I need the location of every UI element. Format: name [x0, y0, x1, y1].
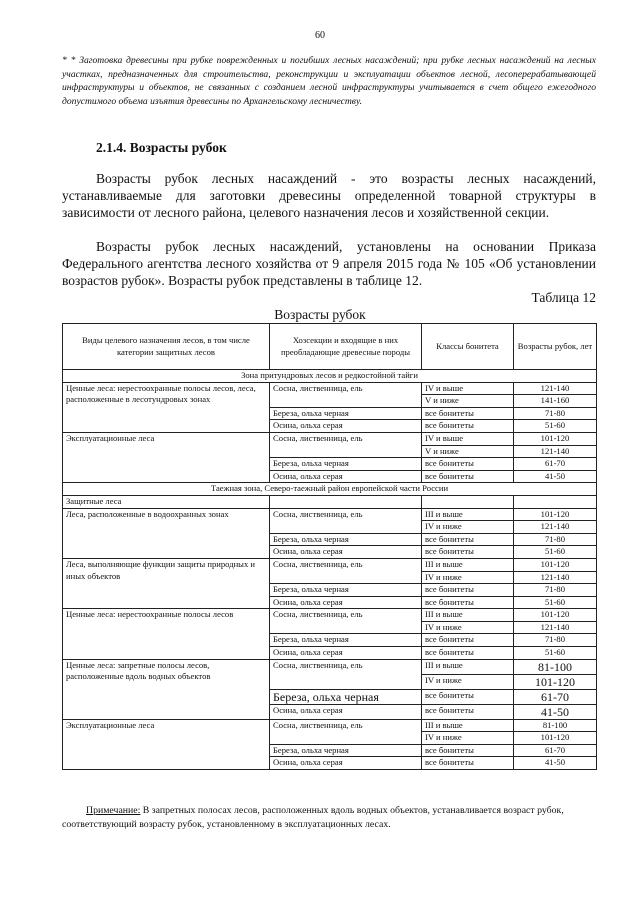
species-cell: Сосна, лиственница, ель: [270, 719, 422, 744]
bonitet-cell: III и выше: [422, 508, 514, 521]
subgroup-row: [63, 495, 597, 508]
zone-name: Зона притундровых лесов и редкостойной тайги: [63, 370, 597, 383]
age-cell: 121-140: [514, 445, 597, 458]
paragraph-1: Возрасты рубок лесных насаждений - это возрасты лесных насаждений, устанавливаемые для заготовки древесины определенной товарной структуры в зависимости от лесного района, целевого назначения лесов и хозяйственной секции.: [62, 171, 596, 220]
page-number: 60: [315, 30, 325, 41]
cutting-age-table: [62, 323, 597, 770]
species-cell: Осина, ольха серая: [270, 470, 422, 483]
bonitet-cell: III и выше: [422, 558, 514, 571]
bonitet-cell: все бонитеты: [422, 757, 514, 770]
table-row: [63, 558, 597, 571]
age-cell: 121-140: [514, 382, 597, 395]
species-cell: Осина, ольха серая: [270, 420, 422, 433]
age-cell: 141-160: [514, 395, 597, 408]
age-cell: 71-80: [514, 634, 597, 647]
table-row: [63, 432, 597, 445]
bonitet-cell: все бонитеты: [422, 634, 514, 647]
bonitet-cell: все бонитеты: [422, 546, 514, 559]
bonitet-cell: III и выше: [422, 719, 514, 732]
age-cell: 61-70: [514, 689, 597, 704]
species-cell: Береза, ольха черная: [270, 458, 422, 471]
bonitet-cell: IV и ниже: [422, 621, 514, 634]
subgroup-name: Защитные леса: [63, 495, 270, 508]
species-cell: Сосна, лиственница, ель: [270, 558, 422, 583]
bonitet-cell: все бонитеты: [422, 647, 514, 660]
forest-category: Леса, расположенные в водоохранных зонах: [63, 508, 270, 558]
species-cell: Осина, ольха серая: [270, 596, 422, 609]
bonitet-cell: все бонитеты: [422, 744, 514, 757]
age-cell: 71-80: [514, 533, 597, 546]
note-text: В запретных полосах лесов, расположенных вдоль водных объектов, устанавливается возраст рубок, соответствующий возрасту рубок, установленному в эксплуатационных лесах.: [62, 805, 564, 830]
header-forest-purpose: Виды целевого назначения лесов, в том числе категории защитных лесов: [63, 324, 270, 370]
table-header-row: [63, 324, 597, 370]
age-cell: 81-100: [514, 659, 597, 674]
bonitet-cell: IV и ниже: [422, 521, 514, 534]
table-label: Таблица 12: [531, 290, 596, 305]
footnote: * * Заготовка древесины при рубке поврежденных и погибших лесных насаждений; при рубке лесных насаждений на лесных участках, предназначенных для строительства, реконструкции и эксплуатации объектов лесной, лесоперерабатывающей инфраструктуры и объектов, не связанных с созданием лесной инфраструктуры учитывается в счет общего ежегодного допустимого объема изъятия древесины по Архангельскому лесничеству.: [62, 55, 596, 107]
age-cell: 41-50: [514, 757, 597, 770]
bonitet-cell: III и выше: [422, 659, 514, 674]
table-row: [63, 719, 597, 732]
forest-category: Ценные леса: нерестоохранные полосы лесов, леса, расположенные в лесотундровых зонах: [63, 382, 270, 432]
species-cell: Осина, ольха серая: [270, 546, 422, 559]
species-cell: Осина, ольха серая: [270, 704, 422, 719]
forest-category: Эксплуатационные леса: [63, 719, 270, 769]
bonitet-cell: IV и выше: [422, 382, 514, 395]
species-cell: Береза, ольха черная: [270, 407, 422, 420]
bonitet-cell: IV и выше: [422, 432, 514, 445]
age-cell: 51-60: [514, 546, 597, 559]
bonitet-cell: V и ниже: [422, 445, 514, 458]
age-cell: 121-140: [514, 621, 597, 634]
species-cell: Береза, ольха черная: [270, 533, 422, 546]
table-title: Возрасты рубок: [274, 307, 366, 322]
age-cell: 121-140: [514, 521, 597, 534]
bonitet-cell: все бонитеты: [422, 420, 514, 433]
age-cell: 71-80: [514, 407, 597, 420]
age-cell: 101-120: [514, 674, 597, 689]
header-cutting-age: Возрасты рубок, лет: [514, 324, 597, 370]
bonitet-cell: все бонитеты: [422, 584, 514, 597]
table-row: [63, 382, 597, 395]
bonitet-cell: все бонитеты: [422, 407, 514, 420]
age-cell: 101-120: [514, 732, 597, 745]
species-cell: Сосна, лиственница, ель: [270, 508, 422, 533]
header-bonitet: Классы бонитета: [422, 324, 514, 370]
species-cell: Сосна, лиственница, ель: [270, 609, 422, 634]
bonitet-cell: все бонитеты: [422, 533, 514, 546]
species-cell: Сосна, лиственница, ель: [270, 659, 422, 689]
age-cell: 121-140: [514, 571, 597, 584]
bonitet-cell: IV и ниже: [422, 674, 514, 689]
age-cell: 51-60: [514, 420, 597, 433]
age-cell: 81-100: [514, 719, 597, 732]
header-species: Хозсекции и входящие в них преобладающие древесные породы: [270, 324, 422, 370]
bonitet-cell: все бонитеты: [422, 596, 514, 609]
age-cell: 101-120: [514, 609, 597, 622]
species-cell: Береза, ольха черная: [270, 584, 422, 597]
bonitet-cell: все бонитеты: [422, 704, 514, 719]
age-cell: 61-70: [514, 458, 597, 471]
forest-category: Ценные леса: нерестоохранные полосы лесов: [63, 609, 270, 659]
table-row: [63, 659, 597, 674]
species-cell: Береза, ольха черная: [270, 634, 422, 647]
species-cell: Береза, ольха черная: [270, 744, 422, 757]
zone-row: [63, 483, 597, 496]
bonitet-cell: III и выше: [422, 609, 514, 622]
table-note: [62, 804, 596, 832]
zone-row: [63, 370, 597, 383]
section-heading: 2.1.4. Возрасты рубок: [96, 140, 227, 155]
note-label: Примечание:: [86, 805, 141, 816]
zone-name: Таежная зона, Северо-таежный район европейской части России: [63, 483, 597, 496]
species-cell: Осина, ольха серая: [270, 647, 422, 660]
species-cell: Береза, ольха черная: [270, 689, 422, 704]
table-row: [63, 609, 597, 622]
bonitet-cell: все бонитеты: [422, 458, 514, 471]
species-cell: Осина, ольха серая: [270, 757, 422, 770]
bonitet-cell: все бонитеты: [422, 470, 514, 483]
age-cell: 61-70: [514, 744, 597, 757]
age-cell: 51-60: [514, 647, 597, 660]
age-cell: 71-80: [514, 584, 597, 597]
paragraph-2: Возрасты рубок лесных насаждений, установлены на основании Приказа Федерального агентства лесного хозяйства от 9 апреля 2015 года № 105 «Об установлении возрастов рубок». Возрасты рубок представлены в таблице 12.: [62, 239, 596, 288]
forest-category: Ценные леса: запретные полосы лесов, расположенные вдоль водных объектов: [63, 659, 270, 719]
age-cell: 41-50: [514, 470, 597, 483]
age-cell: 101-120: [514, 432, 597, 445]
age-cell: 41-50: [514, 704, 597, 719]
age-cell: 101-120: [514, 558, 597, 571]
species-cell: Сосна, лиственница, ель: [270, 382, 422, 407]
bonitet-cell: все бонитеты: [422, 689, 514, 704]
forest-category: Эксплуатационные леса: [63, 432, 270, 482]
table-row: [63, 508, 597, 521]
species-cell: Сосна, лиственница, ель: [270, 432, 422, 457]
bonitet-cell: IV и ниже: [422, 732, 514, 745]
bonitet-cell: V и ниже: [422, 395, 514, 408]
age-cell: 101-120: [514, 508, 597, 521]
bonitet-cell: IV и ниже: [422, 571, 514, 584]
age-cell: 51-60: [514, 596, 597, 609]
forest-category: Леса, выполняющие функции защиты природных и иных объектов: [63, 558, 270, 608]
